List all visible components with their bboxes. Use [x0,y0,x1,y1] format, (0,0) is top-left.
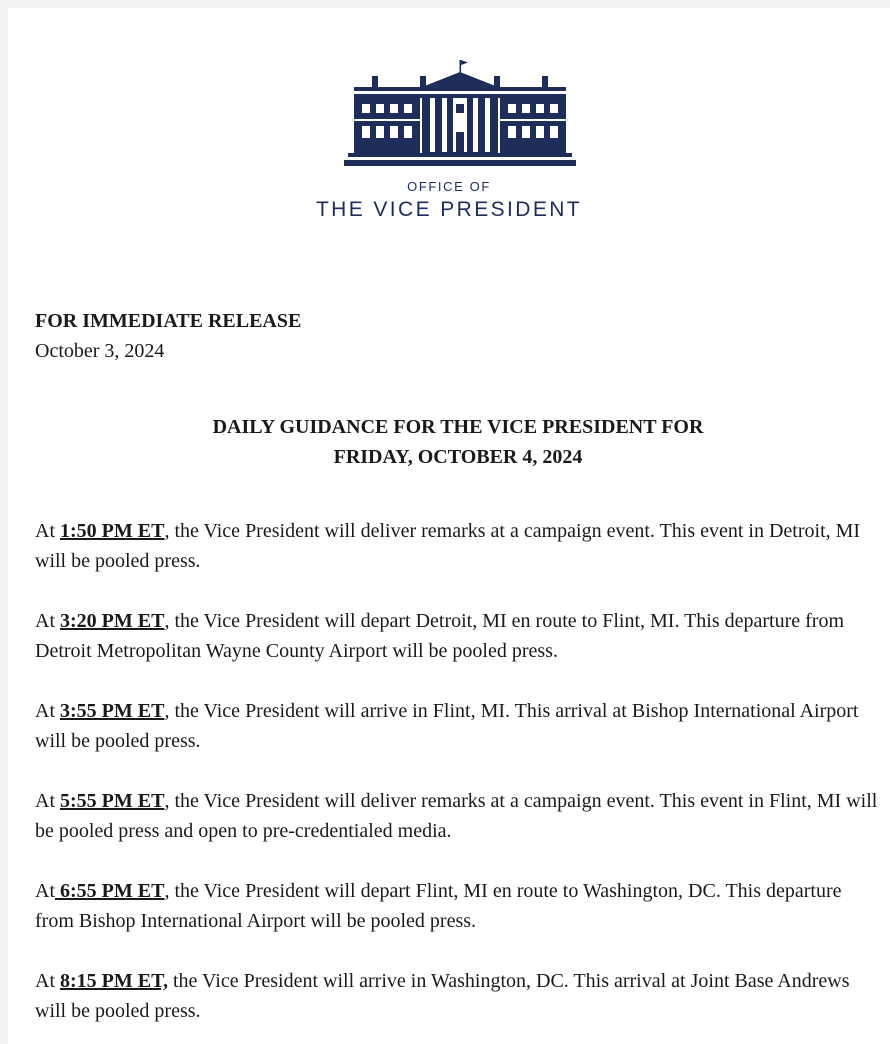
press-release-page [8,8,890,1044]
schedule-text: , the Vice President will arrive in Flint, MI. This arrival at Bishop International Airport will be pooled press. [35,700,859,752]
schedule-time: 8:15 PM ET, [60,970,168,992]
schedule-prefix: At [35,700,60,722]
schedule-item [35,606,885,666]
guidance-heading-line1: DAILY GUIDANCE FOR THE VICE PRESIDENT FOR [212,416,704,438]
schedule-item [35,966,885,1026]
schedule-time: 3:55 PM ET [60,700,165,722]
schedule-prefix: At [35,790,60,812]
schedule-item [35,696,885,756]
schedule-time: 3:20 PM ET [60,610,165,632]
guidance-heading [8,412,890,472]
schedule-text: , the Vice President will deliver remarks at a campaign event. This event in Flint, MI will be pooled press and open to pre-credentialed media. [35,790,878,842]
schedule-prefix: At [35,970,60,992]
office-of-label: OFFICE OF [407,179,491,194]
office-title: THE VICE PRESIDENT [315,198,583,221]
schedule-time: 1:50 PM ET [60,520,165,542]
guidance-heading-line2: FRIDAY, OCTOBER 4, 2024 [333,446,583,468]
release-label: FOR IMMEDIATE RELEASE [35,310,302,332]
schedule-item [35,516,885,576]
schedule-prefix: At [35,880,55,902]
schedule-text: , the Vice President will depart Detroit, MI en route to Flint, MI. This departure from Detroit Metropolitan Wayne County Airport will be pooled press. [35,610,845,662]
schedule-item [35,786,885,846]
white-house-icon [344,52,576,170]
schedule-prefix: At [35,520,60,542]
schedule-time: 6:55 PM ET [55,880,165,902]
schedule-text: the Vice President will arrive in Washington, DC. This arrival at Joint Base Andrews will be pooled press. [35,970,850,1022]
schedule-text: , the Vice President will deliver remarks at a campaign event. This event in Detroit, MI will be pooled press. [35,520,861,572]
schedule-prefix: At [35,610,60,632]
schedule-item [35,876,885,936]
release-date: October 3, 2024 [35,340,165,362]
schedule-text: , the Vice President will depart Flint, MI en route to Washington, DC. This departure from Bishop International Airport will be pooled press. [35,880,842,932]
schedule-time: 5:55 PM ET [60,790,165,812]
